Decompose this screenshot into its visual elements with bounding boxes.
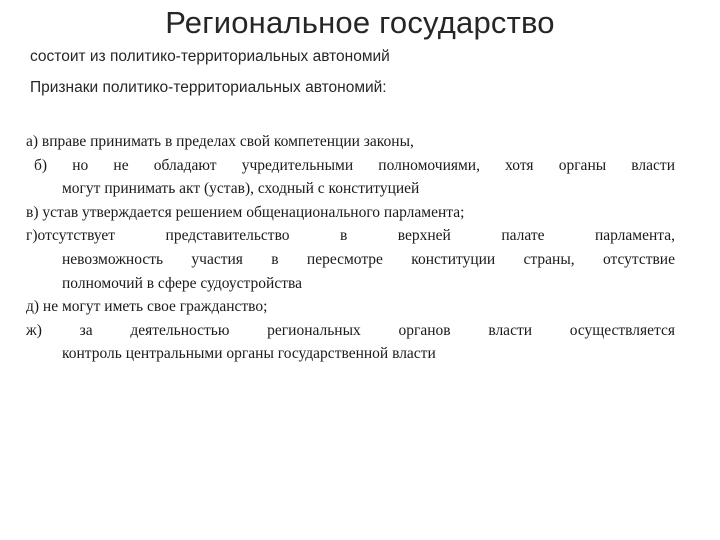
- criteria-item-b: [26, 154, 675, 201]
- criteria-line: б) но не обладают учредительными полномочиями, хотя органы власти: [34, 156, 675, 174]
- criteria-item-d: [26, 295, 675, 319]
- criteria-line: полномочий в сфере судоустройства: [62, 274, 302, 292]
- criteria-line: д) не могут иметь свое гражданство;: [26, 298, 268, 316]
- criteria-item-v: [26, 201, 675, 225]
- criteria-line: г)отсутствует представительство в верхней палате парламента,: [26, 227, 675, 245]
- criteria-item-zh: [26, 319, 675, 366]
- criteria-item-g: [26, 224, 675, 295]
- criteria-item-a: [26, 130, 675, 154]
- criteria-line: ж) за деятельностью региональных органов власти осуществляется: [26, 321, 675, 339]
- criteria-line: а) вправе принимать в пределах свой компетенции законы,: [26, 133, 414, 150]
- criteria-line: в) устав утверждается решением общенационального парламента;: [26, 203, 465, 221]
- criteria-line: контроль центральными органы государственной власти: [62, 345, 436, 363]
- criteria-list: [26, 130, 675, 366]
- features-heading: Признаки политико-территориальных автономий:: [30, 79, 387, 96]
- slide-subtitle: состоит из политико-территориальных автономий: [30, 48, 390, 65]
- criteria-line: невозможность участия в пересмотре конституции страны, отсутствие: [62, 250, 675, 268]
- criteria-line: могут принимать акт (устав), сходный с конституцией: [62, 180, 420, 198]
- slide-title: Региональное государство: [165, 5, 555, 40]
